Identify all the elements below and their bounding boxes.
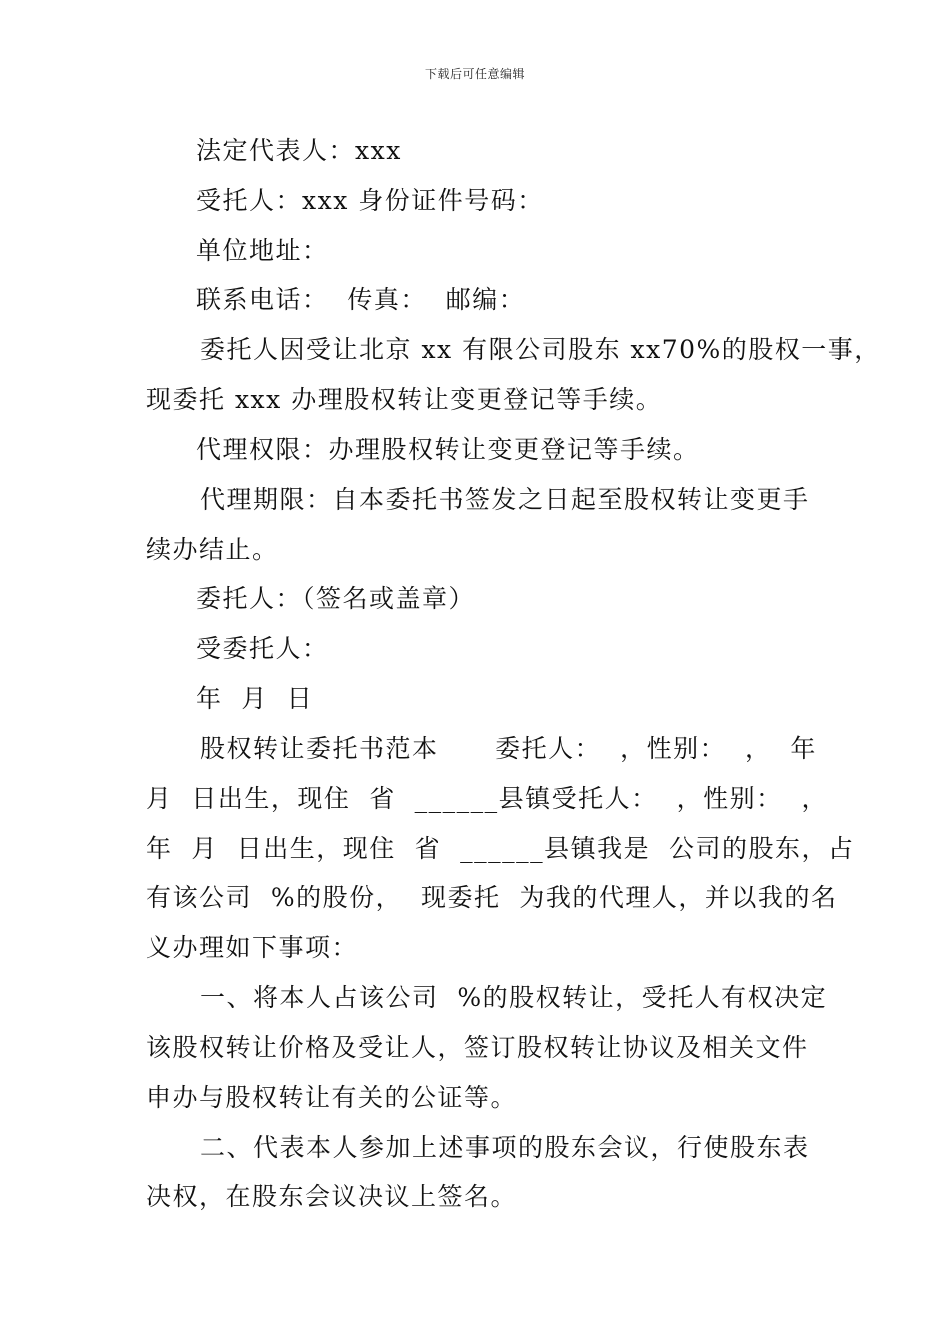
text-line-item-1a: 一、将本人占该公司 %的股权转让，受托人有权决定 (200, 983, 828, 1012)
text-line-term-a: 代理期限：自本委托书签发之日起至股权转让变更手 (200, 485, 810, 514)
text-line-trustee: 受托人：xxx 身份证件号码： (196, 186, 544, 215)
text-line-template-e: 义办理如下事项： (146, 933, 359, 962)
text-line-paragraph-1a: 委托人因受让北京 xx 有限公司股东 xx70%的股权一事， (200, 335, 881, 364)
text-line-legal-representative: 法定代表人：xxx (196, 136, 402, 165)
text-line-principal-signature: 委托人：（签名或盖章） (196, 584, 476, 613)
text-line-date: 年 月 日 (196, 684, 314, 713)
text-line-template-a: 股权转让委托书范本 委托人： ，性别： ， 年 (200, 734, 817, 763)
page-header: 下载后可任意编辑 (424, 67, 525, 81)
text-line-template-d: 有该公司 %的股份， 现委托 为我的代理人，并以我的名 (146, 883, 838, 912)
text-line-contact: 联系电话： 传真： 邮编： (196, 285, 526, 314)
text-line-address: 单位地址： (196, 236, 329, 265)
text-line-paragraph-1b: 现委托 xxx 办理股权转让变更登记等手续。 (146, 385, 663, 414)
text-line-template-c: 年 月 日出生，现住 省 ______县镇我是 公司的股东，占 (146, 834, 855, 863)
text-line-item-2a: 二、代表本人参加上述事项的股东会议，行使股东表 (200, 1133, 810, 1162)
text-line-term-b: 续办结止。 (146, 535, 279, 564)
text-line-item-2b: 决权，在股东会议决议上签名。 (146, 1182, 518, 1211)
text-line-template-b: 月 日出生，现住 省 ______县镇受托人： ，性别： ， (146, 784, 828, 813)
text-line-agent: 受委托人： (196, 634, 329, 663)
text-line-item-1b: 该股权转让价格及受让人，签订股权转让协议及相关文件 (146, 1033, 809, 1062)
text-line-item-1c: 申办与股权转让有关的公证等。 (146, 1083, 518, 1112)
text-line-authority: 代理权限：办理股权转让变更登记等手续。 (196, 435, 700, 464)
